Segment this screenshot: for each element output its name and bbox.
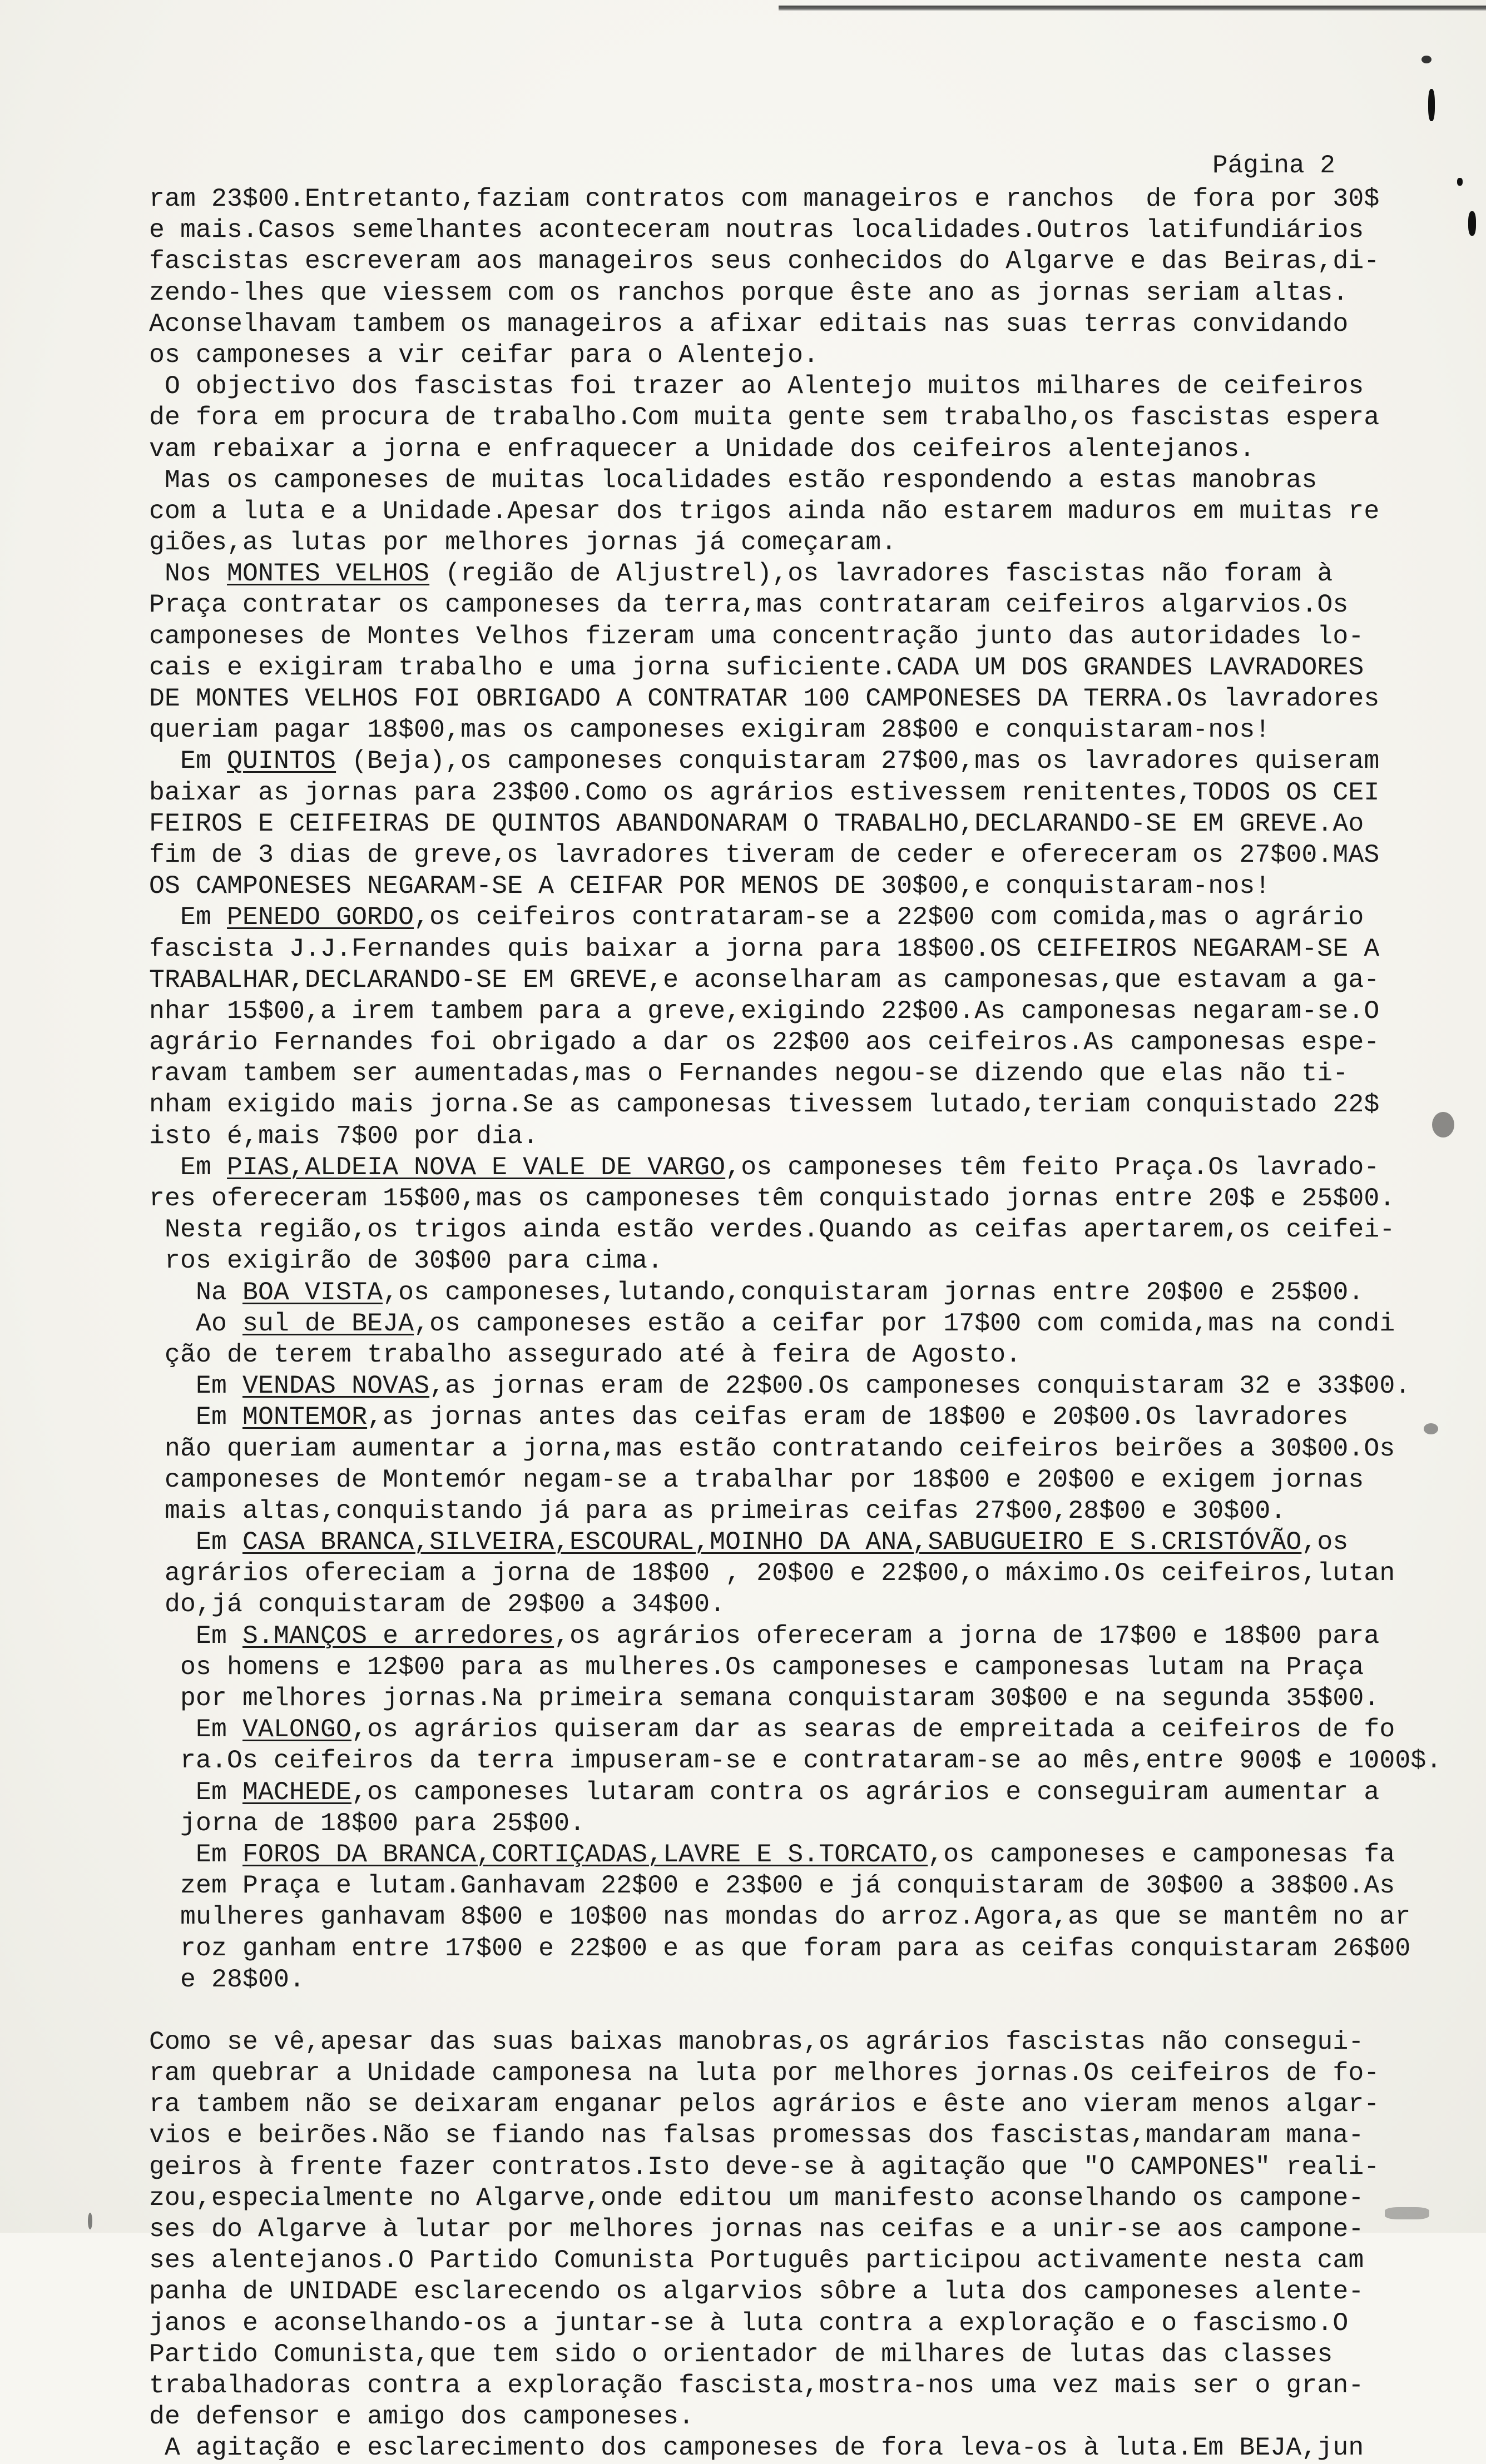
text-segment: ravam tambem ser aumentadas,mas o Fernandes negou-se dizendo que elas não ti- — [149, 1059, 1349, 1089]
text-line — [149, 2339, 1450, 2370]
text-line — [149, 496, 1450, 527]
text-segment: Na — [149, 1277, 243, 1307]
text-segment: zou,especialmente no Algarve,onde editou um manifesto aconselhando os campone- — [149, 2183, 1364, 2213]
text-line — [149, 1964, 1450, 1995]
text-segment: baixar as jornas para 23$00.Como os agrários estivessem renitentes,TODOS OS CEI — [149, 777, 1380, 807]
text-line — [149, 1464, 1450, 1496]
text-segment: A agitação e esclarecimento dos camponeses de fora leva-os à luta.Em BEJA,jun — [149, 2433, 1364, 2463]
text-segment: geiros à frente fazer contratos.Isto deve-se à agitação que "O CAMPONES" reali- — [149, 2152, 1380, 2182]
text-segment: Em — [149, 1621, 243, 1651]
text-segment: O objectivo dos fascistas foi trazer ao Alentejo muitos milhares de ceifeiros — [149, 371, 1364, 401]
text-segment: Em — [149, 902, 227, 932]
text-line — [149, 1339, 1450, 1370]
text-segment: e mais.Casos semelhantes aconteceram noutras localidades.Outros latifundiários — [149, 215, 1364, 245]
text-segment: nham exigido mais jorna.Se as camponesas tivessem lutado,teriam conquistado 22$ — [149, 1090, 1380, 1120]
text-segment: panha de UNIDADE esclarecendo os algarvios sôbre a luta dos camponeses alente- — [149, 2277, 1364, 2307]
text-line — [149, 1308, 1450, 1339]
text-line — [149, 746, 1450, 777]
text-segment: jorna de 18$00 para 25$00. — [149, 1808, 586, 1838]
text-segment: Em — [149, 1371, 243, 1401]
text-segment: Em — [149, 1402, 243, 1432]
text-segment: Nos — [149, 559, 227, 589]
text-segment: cais e exigiram trabalho e uma jorna suficiente.CADA UM DOS GRANDES LAVRADORES — [149, 652, 1364, 682]
text-line — [149, 2089, 1450, 2120]
text-segment: com a luta e a Unidade.Apesar dos trigos ainda não estarem maduros em muitas re — [149, 496, 1380, 526]
text-segment: do,já conquistaram de 29$00 a 34$00. — [149, 1589, 726, 1620]
text-line — [149, 2432, 1450, 2463]
text-segment: Mas os camponeses de muitas localidades estão respondendo a estas manobras — [149, 465, 1317, 495]
text-line — [149, 1058, 1450, 1089]
text-segment: mais altas,conquistando já para as primeiras ceifas 27$00,28$00 e 30$00. — [149, 1496, 1286, 1526]
text-segment: Ao — [149, 1308, 243, 1338]
text-segment: DE MONTES VELHOS FOI OBRIGADO A CONTRATAR 100 CAMPONESES DA TERRA.Os lavradores — [149, 684, 1380, 713]
text-segment: os camponeses a vir ceifar para o Alentejo. — [149, 340, 819, 370]
underlined-place-name: MACHEDE — [242, 1777, 352, 1807]
text-segment: ,as jornas antes das ceifas eram de 18$00 e 20$00.Os lavradores — [367, 1402, 1349, 1432]
text-line — [149, 1152, 1450, 1183]
text-line — [149, 309, 1450, 340]
text-line — [149, 2308, 1450, 2339]
text-line — [149, 340, 1450, 371]
text-line — [149, 2026, 1450, 2058]
text-segment: vam rebaixar a jorna e enfraquecer a Unidade dos ceifeiros alentejanos. — [149, 434, 1255, 464]
text-segment: ,os — [1301, 1527, 1349, 1557]
text-segment: Em — [149, 746, 227, 776]
punch-hole-mark — [1457, 178, 1463, 186]
text-segment: camponeses de Montes Velhos fizeram uma concentração junto das autoridades lo- — [149, 621, 1364, 651]
text-line — [149, 402, 1450, 433]
text-line — [149, 1839, 1450, 1870]
text-line — [149, 1933, 1450, 1964]
text-segment: ses alentejanos.O Partido Comunista Português participou activamente nesta cam — [149, 2246, 1364, 2276]
text-line — [149, 1527, 1450, 1558]
text-line — [149, 2401, 1450, 2432]
text-line — [149, 1402, 1450, 1433]
text-segment: ,os camponeses e camponesas fa — [928, 1839, 1395, 1869]
text-line — [149, 589, 1450, 620]
text-segment: Nesta região,os trigos ainda estão verdes.Quando as ceifas apertarem,os ceifei- — [149, 1215, 1395, 1245]
text-line — [149, 1089, 1450, 1120]
text-segment: fascista J.J.Fernandes quis baixar a jorna para 18$00.OS CEIFEIROS NEGARAM-SE A — [149, 933, 1380, 963]
text-segment: ram quebrar a Unidade camponesa na luta por melhores jornas.Os ceifeiros de fo- — [149, 2058, 1380, 2088]
text-line — [149, 1621, 1450, 1652]
text-line — [149, 2152, 1450, 2183]
text-segment: os homens e 12$00 para as mulheres.Os camponeses e camponesas lutam na Praça — [149, 1652, 1364, 1682]
text-segment: ,os camponeses estão a ceifar por 17$00 com comida,mas na condi — [414, 1308, 1395, 1338]
text-segment: zem Praça e lutam.Ganhavam 22$00 e 23$00 e já conquistaram de 30$00 a 38$00.As — [149, 1871, 1395, 1901]
text-line — [149, 1214, 1450, 1245]
underlined-place-name: sul de BEJA — [242, 1308, 414, 1338]
text-segment: ram 23$00.Entretanto,faziam contratos com manageiros e ranchos de fora por 30$ — [149, 184, 1380, 213]
text-line — [149, 1433, 1450, 1464]
underlined-place-name: FOROS DA BRANCA,CORTIÇADAS,LAVRE E S.TORCATO — [242, 1839, 928, 1869]
text-line — [149, 527, 1450, 558]
text-segment: fascistas escreveram aos manageiros seus conhecidos do Algarve e das Beiras,di- — [149, 246, 1380, 276]
text-line — [149, 1027, 1450, 1058]
text-segment: ros exigirão de 30$00 para cima. — [149, 1246, 663, 1276]
text-line — [149, 2183, 1450, 2214]
text-segment: res ofereceram 15$00,mas os camponeses têm conquistado jornas entre 20$ e 25$00. — [149, 1184, 1395, 1213]
text-line — [149, 621, 1450, 652]
underlined-place-name: PIAS,ALDEIA NOVA E VALE DE VARGO — [227, 1152, 726, 1182]
text-line — [149, 1901, 1450, 1933]
text-segment: ,os camponeses lutaram contra os agrários e conseguiram aumentar a — [351, 1777, 1380, 1807]
text-line — [149, 371, 1450, 402]
text-line — [149, 2058, 1450, 2089]
punch-hole-mark — [1428, 89, 1435, 121]
body-text — [149, 183, 1450, 2464]
scan-speck — [1421, 56, 1431, 63]
text-line — [149, 434, 1450, 465]
text-line — [149, 1777, 1450, 1808]
text-segment: ra tambem não se deixaram enganar pelos agrários e êste ano vieram menos algar- — [149, 2089, 1380, 2119]
text-line — [149, 2276, 1450, 2307]
text-line — [149, 839, 1450, 871]
text-segment: agrário Fernandes foi obrigado a dar os 22$00 aos ceifeiros.As camponesas espe- — [149, 1027, 1380, 1057]
text-segment: (região de Aljustrel),os lavradores fascistas não foram à — [429, 559, 1333, 589]
text-line — [149, 1121, 1450, 1152]
text-segment: roz ganham entre 17$00 e 22$00 e as que foram para as ceifas conquistaram 26$00 — [149, 1933, 1411, 1963]
text-line — [149, 933, 1450, 965]
scan-speck — [88, 2213, 92, 2229]
text-line — [149, 808, 1450, 839]
text-segment: FEIROS E CEIFEIRAS DE QUINTOS ABANDONARAM O TRABALHO,DECLARANDO-SE EM GREVE.Ao — [149, 808, 1364, 838]
underlined-place-name: CASA BRANCA,SILVEIRA,ESCOURAL,MOINHO DA ANA,SABUGUEIRO E S.CRISTÓVÃO — [242, 1527, 1302, 1557]
text-line — [149, 777, 1450, 808]
text-segment: Em — [149, 1527, 243, 1557]
text-segment: nhar 15$00,a irem tambem para a greve,exigindo 22$00.As camponesas negaram-se.O — [149, 996, 1380, 1026]
text-segment: camponeses de Montemór negam-se a trabalhar por 18$00 e 20$00 e exigem jornas — [149, 1464, 1364, 1494]
text-segment: por melhores jornas.Na primeira semana conquistaram 30$00 e na segunda 35$00. — [149, 1683, 1380, 1713]
text-line — [149, 1589, 1450, 1620]
text-segment: fim de 3 dias de greve,os lavradores tiveram de ceder e ofereceram os 27$00.MAS — [149, 839, 1380, 870]
text-segment: Em — [149, 1715, 243, 1745]
text-segment: Aconselhavam tambem os manageiros a afixar editais nas suas terras convidando — [149, 309, 1349, 339]
text-line — [149, 1745, 1450, 1776]
text-line — [149, 1652, 1450, 1683]
text-segment: ,os camponeses têm feito Praça.Os lavrado- — [725, 1152, 1380, 1182]
text-line — [149, 277, 1450, 309]
underlined-place-name: VALONGO — [242, 1715, 352, 1745]
text-segment: ses do Algarve à lutar por melhores jornas nas ceifas e a unir-se aos campone- — [149, 2214, 1364, 2244]
text-line — [149, 1370, 1450, 1402]
text-line — [149, 1714, 1450, 1745]
text-line — [149, 1870, 1450, 1901]
text-segment: ,as jornas eram de 22$00.Os camponeses conquistaram 32 e 33$00. — [429, 1371, 1411, 1401]
underlined-place-name: VENDAS NOVAS — [242, 1371, 430, 1401]
text-segment: Em — [149, 1152, 227, 1182]
text-segment: Em — [149, 1839, 243, 1869]
text-line — [149, 215, 1450, 246]
text-line — [149, 902, 1450, 933]
text-segment: de defensor e amigo dos camponeses. — [149, 2402, 695, 2432]
text-segment: Partido Comunista,que tem sido o orientador de milhares de lutas das classes — [149, 2339, 1333, 2369]
text-line — [149, 1683, 1450, 1714]
text-segment: de fora em procura de trabalho.Com muita gente sem trabalho,os fascistas espera — [149, 403, 1380, 433]
text-segment: TRABALHAR,DECLARANDO-SE EM GREVE,e aconselharam as camponesas,que estavam a ga- — [149, 965, 1380, 995]
text-segment: queriam pagar 18$00,mas os camponeses exigiram 28$00 e conquistaram-nos! — [149, 715, 1271, 745]
text-line — [149, 1277, 1450, 1308]
text-line — [149, 2214, 1450, 2245]
text-line — [149, 1245, 1450, 1276]
text-segment: ,os camponeses,lutando,conquistaram jornas entre 20$00 e 25$00. — [383, 1277, 1364, 1307]
text-segment: Como se vê,apesar das suas baixas manobras,os agrários fascistas não consegui- — [149, 2026, 1364, 2056]
text-segment: vios e beirões.Não se fiando nas falsas promessas dos fascistas,mandaram mana- — [149, 2120, 1364, 2150]
text-line — [149, 965, 1450, 996]
text-line — [149, 2370, 1450, 2401]
underlined-place-name: PENEDO GORDO — [227, 902, 414, 932]
text-line — [149, 1496, 1450, 1527]
underlined-place-name: QUINTOS — [227, 746, 336, 776]
text-segment: mulheres ganhavam 8$00 e 10$00 nas mondas do arroz.Agora,as que se mantêm no ar — [149, 1902, 1411, 1932]
text-segment: ,os agrários ofereceram a jorna de 17$00 e 18$00 para — [554, 1621, 1380, 1651]
text-line — [149, 652, 1450, 683]
text-line — [149, 1995, 1450, 2026]
text-segment: não queriam aumentar a jorna,mas estão contratando ceifeiros beirões a 30$00.Os — [149, 1433, 1395, 1463]
underlined-place-name: S.MANÇOS e arredores — [242, 1621, 554, 1651]
text-line — [149, 714, 1450, 746]
text-segment: OS CAMPONESES NEGARAM-SE A CEIFAR POR MENOS DE 30$00,e conquistaram-nos! — [149, 871, 1271, 901]
text-segment: trabalhadoras contra a exploração fascista,mostra-nos uma vez mais ser o gran- — [149, 2370, 1364, 2400]
text-segment: agrários ofereciam a jorna de 18$00 , 20$00 e 22$00,o máximo.Os ceifeiros,lutan — [149, 1558, 1395, 1588]
underlined-place-name: MONTEMOR — [242, 1402, 368, 1432]
text-segment: ção de terem trabalho assegurado até à feira de Agosto. — [149, 1339, 1022, 1369]
text-segment: ,os agrários quiseram dar as searas de empreitada a ceifeiros de fo — [351, 1715, 1395, 1745]
text-line — [149, 1808, 1450, 1839]
text-line — [149, 1558, 1450, 1589]
text-line — [149, 246, 1450, 277]
text-segment: Em — [149, 1777, 243, 1807]
text-segment: ,os ceifeiros contrataram-se a 22$00 com comida,mas o agrário — [414, 902, 1364, 932]
text-segment: ra.Os ceifeiros da terra impuseram-se e contrataram-se ao mês,entre 900$ e 1000$. — [149, 1746, 1442, 1776]
text-line — [149, 558, 1450, 589]
text-segment: Praça contratar os camponeses da terra,mas contrataram ceifeiros algarvios.Os — [149, 590, 1349, 620]
text-line — [149, 2120, 1450, 2151]
text-segment: zendo-lhes que viessem com os ranchos porque êste ano as jornas seriam altas. — [149, 277, 1349, 307]
underlined-place-name: MONTES VELHOS — [227, 559, 430, 589]
text-line — [149, 996, 1450, 1027]
text-line — [149, 183, 1450, 215]
text-line — [149, 1183, 1450, 1214]
text-segment: (Beja),os camponeses conquistaram 27$00,mas os lavradores quiseram — [336, 746, 1380, 776]
text-line — [149, 871, 1450, 902]
text-line — [149, 683, 1450, 714]
text-line — [149, 2245, 1450, 2276]
text-line — [149, 465, 1450, 496]
text-segment: e 28$00. — [149, 1964, 305, 1994]
page-number: Página 2 — [1212, 151, 1335, 180]
top-edge-rule — [779, 6, 1486, 11]
punch-hole-mark — [1468, 211, 1476, 236]
underlined-place-name: BOA VISTA — [242, 1277, 383, 1307]
text-segment: giões,as lutas por melhores jornas já começaram. — [149, 528, 897, 558]
text-segment: isto é,mais 7$00 por dia. — [149, 1121, 539, 1151]
text-segment: janos e aconselhando-os a juntar-se à luta contra a exploração e o fascismo.O — [149, 2308, 1349, 2338]
